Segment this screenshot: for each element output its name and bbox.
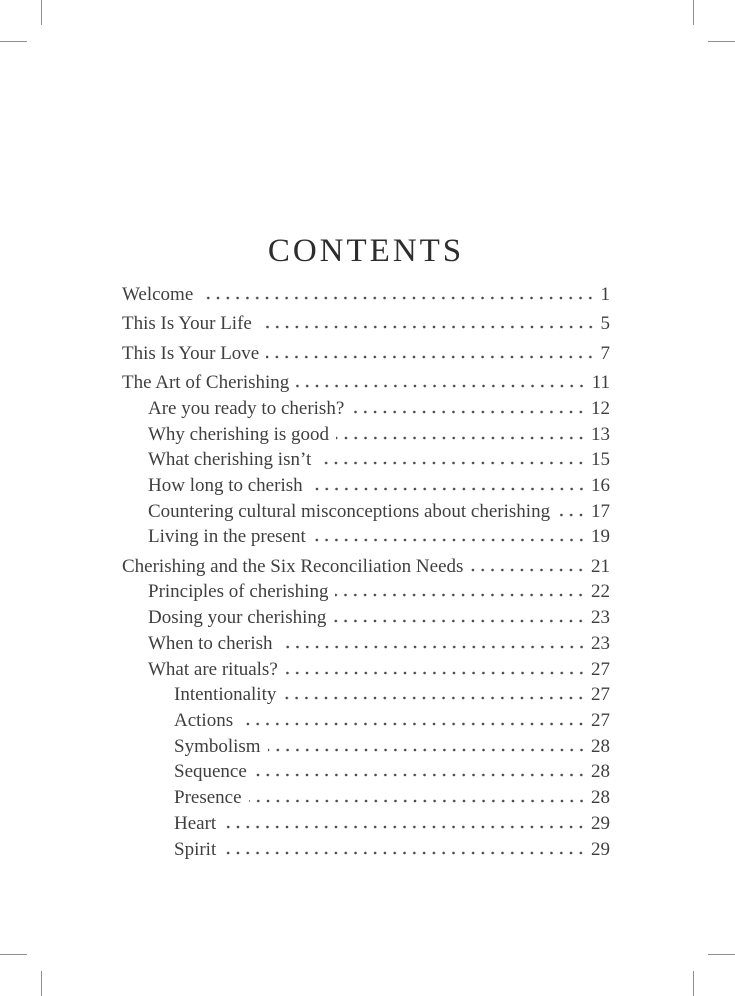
toc-entry-page-number: 5 xyxy=(600,313,610,335)
dot-leader xyxy=(310,487,586,491)
toc-entry-label: Intentionality xyxy=(174,684,277,706)
toc-entry-label: Dosing your cherishing xyxy=(148,607,327,629)
toc-entry-label: Presence xyxy=(174,787,242,809)
toc-entry-label: Actions xyxy=(174,710,234,731)
toc-entry xyxy=(122,422,610,448)
toc-entry xyxy=(122,341,610,367)
toc-entry-page-number: 21 xyxy=(591,555,610,577)
crop-mark-top-right-horizontal xyxy=(708,41,735,42)
toc-entry xyxy=(122,282,610,308)
dot-leader xyxy=(259,325,596,329)
dot-leader xyxy=(333,619,586,623)
toc-entry-label: This Is Your Love xyxy=(122,342,260,364)
crop-mark-bottom-right-vertical xyxy=(693,971,694,996)
toc-entry-page-number: 27 xyxy=(591,658,610,680)
toc-entry xyxy=(122,524,610,550)
dot-leader xyxy=(249,799,586,803)
toc-content xyxy=(122,231,610,862)
crop-mark-bottom-left-vertical xyxy=(41,971,42,996)
toc-entry xyxy=(122,811,610,837)
crop-mark-bottom-left-horizontal xyxy=(0,954,27,955)
dot-leader xyxy=(313,538,586,542)
toc-entry-page-number: 11 xyxy=(591,372,610,394)
dot-leader xyxy=(470,568,586,572)
dot-leader xyxy=(285,671,586,675)
toc-entry xyxy=(122,605,610,631)
toc-entry xyxy=(122,759,610,785)
toc-entry xyxy=(122,837,610,863)
toc-entry-page-number: 12 xyxy=(591,397,610,419)
dot-leader xyxy=(336,436,586,440)
toc-entry xyxy=(122,708,610,734)
dot-leader xyxy=(254,773,586,777)
toc-entry xyxy=(122,657,610,683)
toc-entry xyxy=(122,631,610,657)
toc-entry-page-number: 19 xyxy=(591,526,610,548)
dot-leader xyxy=(268,748,586,752)
toc-entry-page-number: 29 xyxy=(591,838,610,860)
toc-entry-label: Countering cultural misconceptions about cherishing xyxy=(148,500,551,522)
toc-entry-page-number: 23 xyxy=(591,607,610,629)
page-title: CONTENTS xyxy=(267,233,465,269)
crop-mark-top-right-vertical xyxy=(693,0,694,25)
toc-entry-page-number: 27 xyxy=(591,684,610,706)
toc-entry xyxy=(122,734,610,760)
toc-entry-label: Heart xyxy=(174,812,217,834)
crop-mark-top-left-vertical xyxy=(41,0,42,25)
dot-leader xyxy=(240,722,586,726)
toc-entry-page-number: 15 xyxy=(591,449,610,471)
dot-leader xyxy=(223,825,586,829)
dot-leader xyxy=(200,296,595,300)
toc-entry-page-number: 28 xyxy=(591,735,610,757)
toc-entry-label: Cherishing and the Six Reconciliation Needs xyxy=(122,555,464,577)
toc-entry-label: When to cherish xyxy=(148,632,273,654)
dot-leader xyxy=(223,851,586,855)
toc-entry xyxy=(122,447,610,473)
toc-entry-label: Living in the present xyxy=(148,526,306,548)
toc-entry-page-number: 22 xyxy=(591,581,610,603)
crop-mark-bottom-right-horizontal xyxy=(708,954,735,955)
toc-entry-page-number: 29 xyxy=(591,812,610,834)
dot-leader xyxy=(335,593,586,597)
toc-entry-page-number: 27 xyxy=(591,710,610,731)
toc-entry-page-number: 17 xyxy=(591,500,610,522)
toc-entry-label: Welcome xyxy=(122,284,194,305)
crop-mark-top-left-horizontal xyxy=(0,41,27,42)
dot-leader xyxy=(351,410,586,414)
toc-entry-page-number: 16 xyxy=(591,474,610,496)
dot-leader xyxy=(557,513,586,517)
toc-entry xyxy=(122,499,610,525)
toc-entry-label: Principles of cherishing xyxy=(148,581,329,603)
dot-leader xyxy=(266,355,595,359)
toc-entry-label: This Is Your Life xyxy=(122,313,252,335)
dot-leader xyxy=(280,645,586,649)
toc-entry xyxy=(122,473,610,499)
toc-entry-label: Spirit xyxy=(174,838,217,860)
toc-entry xyxy=(122,682,610,708)
toc-entry xyxy=(122,554,610,580)
toc-entry-page-number: 13 xyxy=(591,423,610,445)
toc-entry-label: Sequence xyxy=(174,761,247,783)
toc-entry xyxy=(122,370,610,396)
dot-leader xyxy=(318,461,586,465)
toc-entry-page-number: 7 xyxy=(600,342,610,364)
toc-entry-label: Symbolism xyxy=(174,735,261,757)
toc-entry-label: What cherishing isn’t xyxy=(148,449,312,471)
toc-entry xyxy=(122,396,610,422)
dot-leader xyxy=(283,696,586,700)
toc-entry-page-number: 28 xyxy=(591,761,610,783)
toc-entry-label: How long to cherish xyxy=(148,474,303,496)
toc-entry-label: What are rituals? xyxy=(148,658,278,680)
dot-leader xyxy=(296,384,586,388)
toc-entry-label: Why cherishing is good xyxy=(148,423,330,445)
toc-entry-page-number: 1 xyxy=(600,284,610,305)
toc-entry xyxy=(122,311,610,337)
toc-entry-page-number: 28 xyxy=(591,787,610,809)
toc-entry-label: Are you ready to cherish? xyxy=(148,397,345,419)
toc-list xyxy=(122,282,610,862)
toc-entry xyxy=(122,785,610,811)
toc-entry-label: The Art of Cherishing xyxy=(122,372,290,394)
toc-entry xyxy=(122,579,610,605)
toc-entry-page-number: 23 xyxy=(591,632,610,654)
